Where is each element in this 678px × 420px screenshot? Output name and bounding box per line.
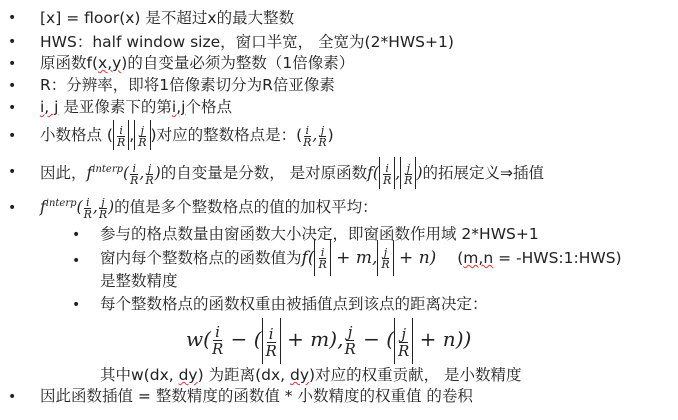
text-weight-by-distance: 每个整数格点的函数权重由被插值点到该点的距离决定：	[100, 295, 488, 313]
text-hws-definition: HWS：half window size，窗口半宽， 全宽为(2*HWS+1)	[40, 33, 454, 51]
bullet-2: •	[8, 34, 17, 50]
bullet-1: •	[8, 10, 17, 26]
bullet-4: •	[8, 78, 17, 94]
weight-formula: w( $\frac{i}{R}$ − ( $\frac{i}{R}$ + m), $\frac{j}{R}$ − ( $\frac{j}{R}$ + n))	[186, 316, 471, 364]
bullet-9: •	[8, 389, 17, 405]
floor-i-over-r: $\frac{i}{R}$	[113, 120, 129, 150]
bullet-5: •	[8, 100, 17, 116]
text-subpixel-index: i, j 是亚像素下的第i,j个格点	[40, 98, 232, 116]
text-interpolation-extension: 因此，$f^{interp}$( $\frac{i}{R}$ , $\frac{j}{R}$ )的自变量是分数， 是对原函数f( $\frac{i}{R}$ , $\frac{j}{R}$ )的拓展定义⇒插值	[40, 154, 544, 189]
bullet-7: •	[8, 164, 17, 180]
text-integer-precision: 是整数精度	[100, 272, 178, 290]
text-convolution-summary: 因此函数插值 = 整数精度的函数值 * 小数精度的权重值 的卷积	[40, 387, 473, 405]
text-resolution: R：分辨率，即将1倍像素切分为R倍亚像素	[40, 76, 335, 94]
text-original-function: 原函数f(x,y)的自变量必须为整数（1倍像素）	[40, 54, 355, 72]
sub-bullet-1: •	[72, 227, 81, 243]
text-fractional-grid: 小数格点 ( $\frac{i}{R}$ , $\frac{j}{R}$ )对应的整数格点是：( $\frac{i}{R}$ , $\frac{j}{R}$ )	[40, 120, 334, 150]
bullet-8: •	[8, 200, 17, 216]
text-weighted-average: $f^{interp}$( $\frac{i}{R}$ , $\frac{j}{R}$ )的值是多个整数格点的值的加权平均：	[40, 195, 378, 221]
text-window-function-values: 窗内每个整数格点的函数值为f( $\frac{i}{R}$ + m, $\frac{j}{R}$ + n) (m,n = -HWS:1:HWS)	[100, 240, 622, 276]
bullet-3: •	[8, 56, 17, 72]
f-interp-symbol: $f^{interp}$	[86, 164, 124, 183]
sub-bullet-2: •	[72, 253, 81, 269]
text-weight-note: 其中w(dx, dy) 为距离(dx, dy)对应的权重贡献， 是小数精度	[100, 366, 522, 384]
bullet-6: •	[8, 128, 17, 144]
floor-j-over-r: $\frac{j}{R}$	[134, 120, 150, 150]
sub-bullet-3: •	[72, 297, 81, 313]
text-floor-definition: [x] = floor(x) 是不超过x的最大整数	[40, 9, 295, 27]
text-window-size: 参与的格点数量由窗函数大小决定，即窗函数作用域 2*HWS+1	[100, 225, 539, 243]
